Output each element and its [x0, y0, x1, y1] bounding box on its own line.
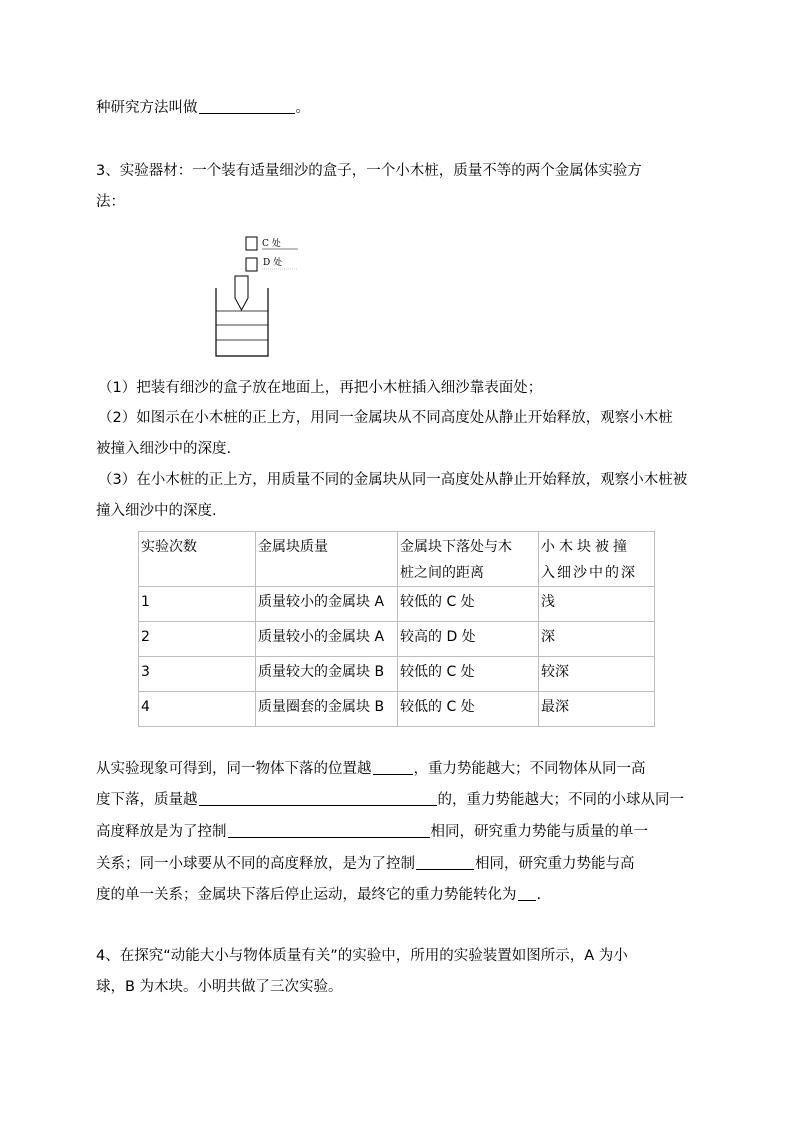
table-row	[139, 692, 655, 727]
q3-step3-line1: （3）在小木桩的正上方，用质量不同的金属块从同一高度处从静止开始释放，观察小木桩被	[98, 472, 688, 488]
cell-trial: 4	[139, 692, 256, 727]
experiment-table	[138, 531, 655, 727]
conclusion-text: .	[536, 887, 542, 903]
cell-distance: 较低的 C 处	[398, 657, 539, 692]
header-mass: 金属块质量	[256, 532, 398, 587]
table-row	[139, 622, 655, 657]
header-depth-l1: 小木块被撞	[541, 539, 631, 555]
q3-title-line2: 法：	[96, 194, 125, 210]
answer-blank[interactable]	[373, 760, 413, 775]
cell-mass: 质量较小的金属块 A	[256, 622, 398, 657]
q2-tail-end: 。	[295, 100, 310, 116]
conclusion-text: 关系；同一小球要从不同的高度释放，是为了控制	[96, 856, 415, 872]
header-depth	[539, 532, 655, 587]
header-distance-l2: 桩之间的距离	[400, 565, 484, 581]
conclusion-line4	[96, 854, 635, 874]
conclusion-text: 度的单一关系；金属块下落后停止运动，最终它的重力势能转化为	[96, 887, 517, 903]
cell-mass: 质量圈套的金属块 B	[256, 692, 398, 727]
table-row	[139, 657, 655, 692]
conclusion-text: 相同，研究重力势能与质量的单一	[430, 824, 648, 840]
header-depth-l2: 入细沙中的深	[541, 565, 637, 581]
cell-trial: 2	[139, 622, 256, 657]
cell-trial: 3	[139, 657, 256, 692]
cell-distance: 较低的 C 处	[398, 587, 539, 622]
answer-blank[interactable]	[416, 855, 474, 870]
q3-step2-line1: （2）如图示在小木桩的正上方，用同一金属块从不同高度处从静止开始释放，观察小木桩	[98, 410, 673, 426]
conclusion-text: 高度释放是为了控制	[96, 824, 227, 840]
sand-box-icon	[216, 288, 268, 356]
label-d: D 处	[263, 258, 283, 268]
conclusion-text: 度下落，质量越	[96, 792, 198, 808]
conclusion-text: 从实验现象可得到，同一物体下落的位置越	[96, 761, 372, 777]
header-trial: 实验次数	[139, 532, 256, 587]
metal-block-d-icon	[246, 258, 257, 271]
cell-depth: 最深	[539, 692, 655, 727]
cell-mass: 质量较大的金属块 B	[256, 657, 398, 692]
cell-mass: 质量较小的金属块 A	[256, 587, 398, 622]
cell-distance: 较高的 D 处	[398, 622, 539, 657]
q2-tail-text: 种研究方法叫做	[96, 100, 198, 116]
conclusion-text: 相同，研究重力势能与高	[475, 856, 635, 872]
conclusion-text: 的，重力势能越大；不同的小球从同一	[437, 792, 684, 808]
q4-line2: 球，B 为木块。小明共做了三次实验。	[96, 979, 343, 995]
q4-line1: 4、在探究“动能大小与物体质量有关”的实验中，所用的实验装置如图所示，A 为小	[96, 948, 628, 964]
cell-depth: 浅	[539, 587, 655, 622]
q3-step1: （1）把装有细沙的盒子放在地面上，再把小木桩插入细沙靠表面处；	[98, 380, 543, 396]
conclusion-line2	[96, 790, 684, 810]
header-distance	[398, 532, 539, 587]
conclusion-line5	[96, 885, 541, 905]
answer-blank[interactable]	[199, 791, 437, 806]
conclusion-text: ，重力势能越大；不同物体从同一高	[413, 761, 646, 777]
table-header-row	[139, 532, 655, 587]
answer-blank[interactable]	[228, 823, 430, 838]
sand-box-figure	[210, 232, 320, 362]
cell-distance: 较低的 C 处	[398, 692, 539, 727]
table-row	[139, 587, 655, 622]
q3-step3-line2: 撞入细沙中的深度.	[96, 503, 217, 519]
wooden-stake-icon	[235, 276, 248, 310]
label-c: C 处	[262, 239, 281, 249]
conclusion-line1	[96, 759, 646, 779]
cell-depth: 深	[539, 622, 655, 657]
answer-blank[interactable]	[518, 886, 536, 901]
metal-block-c-icon	[246, 237, 257, 250]
q3-title-line1: 3、实验器材：一个装有适量细沙的盒子，一个小木桩，质量不等的两个金属体实验方	[96, 163, 642, 179]
conclusion-line3	[96, 822, 648, 842]
header-distance-l1: 金属块下落处与木	[400, 539, 512, 555]
cell-trial: 1	[139, 587, 256, 622]
q3-step2-line2: 被撞入细沙中的深度.	[96, 441, 232, 457]
q2-tail	[96, 98, 310, 118]
answer-blank[interactable]	[199, 99, 295, 114]
cell-depth: 较深	[539, 657, 655, 692]
